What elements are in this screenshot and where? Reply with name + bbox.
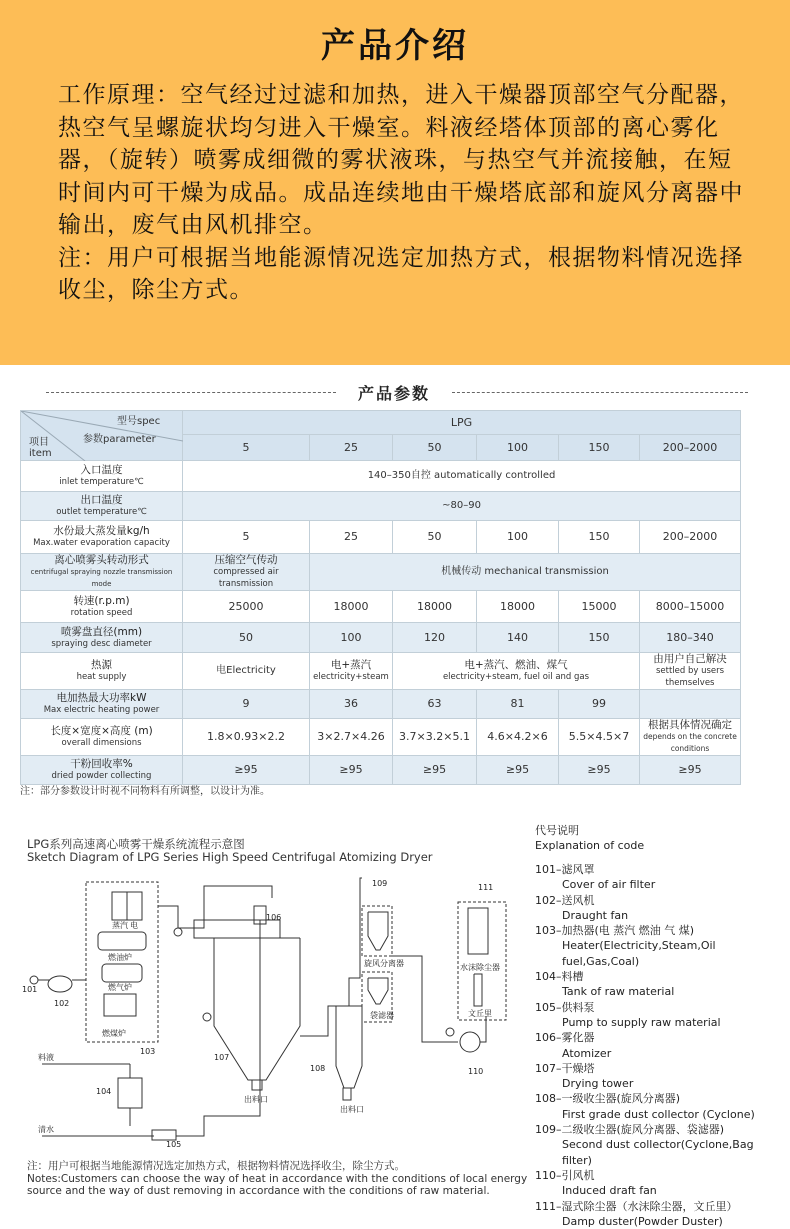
air-distributor xyxy=(194,920,280,938)
table-cell: 200–2000 xyxy=(640,521,741,554)
divider-right xyxy=(452,392,748,393)
table-cell: 150 xyxy=(559,623,640,653)
params-title: 产品参数 xyxy=(357,384,430,403)
table-cell: 电Electricity xyxy=(183,653,310,690)
table-cell: 5 xyxy=(183,521,310,554)
cyclone-outlet xyxy=(343,1088,351,1100)
label-cyclone: 旋风分离器 xyxy=(364,959,404,968)
heater-box xyxy=(86,882,158,1042)
table-cell: 50 xyxy=(393,521,477,554)
second-cyclone xyxy=(368,912,388,950)
corner-header xyxy=(21,411,183,461)
pipe xyxy=(349,878,362,1006)
label-110: 110 xyxy=(468,1067,484,1076)
model-cell: 150 xyxy=(559,435,640,461)
table-row xyxy=(21,591,741,623)
air-duct xyxy=(158,886,272,928)
legend-title-cn: 代号说明 xyxy=(535,824,579,837)
model-cell: 25 xyxy=(310,435,393,461)
table-cell: ~80–90 xyxy=(183,492,741,521)
footer-note-cn: 注：用户可根据当地能源情况选定加热方式，根据物料情况选择收尘，除尘方式。 xyxy=(27,1160,405,1172)
table-row xyxy=(21,554,741,591)
corner-item-cn: 项目 xyxy=(29,437,49,448)
intro-text xyxy=(58,79,748,307)
bag-filter xyxy=(368,978,388,1004)
label-oil-furnace: 燃油炉 xyxy=(108,953,132,962)
table-row xyxy=(21,492,741,521)
params-note: 注：部分参数设计时视不同物料有所调整，以设计为准。 xyxy=(20,786,270,797)
label-elec: 电 xyxy=(130,921,138,930)
table-cell: 电+蒸汽 electricity+steam xyxy=(310,653,393,690)
legend-header xyxy=(535,823,785,853)
table-cell: 36 xyxy=(310,690,393,719)
table-cell: 25000 xyxy=(183,591,310,623)
table-cell xyxy=(640,690,741,719)
table-row xyxy=(21,461,741,492)
working-principle: 工作原理：空气经过过滤和加热，进入干燥器顶部空气分配器，热空气呈螺旋状均匀进入干燥室。料液经塔体顶部的离心雾化器，（旋转）喷雾成细微的雾状液珠，与热空气并流接触，在短时间内可干燥为成品。成品连续地由干燥塔底部和旋风分离器中输出，废气由风机排空。 xyxy=(58,82,744,238)
corner-spec: 型号spec xyxy=(117,416,161,427)
legend-item: 111–湿式除尘器（水沫除尘器，文丘里） Damp duster(Powder Duster) xyxy=(535,1199,738,1228)
table-row xyxy=(21,623,741,653)
gauge xyxy=(174,928,182,936)
table-cell: 15000 xyxy=(559,591,640,623)
table-row xyxy=(21,521,741,554)
table-cell: 100 xyxy=(310,623,393,653)
label-111: 111 xyxy=(478,883,494,892)
corner-item-en: item xyxy=(29,448,52,459)
table-cell: 180–340 xyxy=(640,623,741,653)
table-row xyxy=(21,756,741,785)
table-cell: 120 xyxy=(393,623,477,653)
table-cell: 81 xyxy=(477,690,559,719)
spec-table xyxy=(20,410,741,785)
row-label: 离心喷雾头转动形式 centrifugal spraying nozzle transmission mode xyxy=(21,554,183,591)
table-cell: 50 xyxy=(183,623,310,653)
row-label: 出口温度 outlet temperature℃ xyxy=(21,492,183,521)
table-cell: 机械传动 mechanical transmission xyxy=(310,554,741,591)
intro-note: 注：用户可根据当地能源情况选定加热方式，根据物料情况选择收尘，除尘方式。 xyxy=(58,244,744,303)
table-cell: 由用户自己解决 settled by users themselves xyxy=(640,653,741,690)
code-legend xyxy=(535,823,785,1229)
label-102: 102 xyxy=(54,999,70,1008)
table-cell: 100 xyxy=(477,521,559,554)
table-row xyxy=(21,653,741,690)
table-cell: 根据具体情况确定 depends on the concrete conditions xyxy=(640,719,741,756)
diagram-title-cn: LPG系列高速离心喷雾干燥系统流程示意图 xyxy=(27,837,245,851)
table-cell: ≥95 xyxy=(183,756,310,785)
legend-item: 103–加热器(电 蒸汽 燃油 气 煤) Heater(Electricity,Steam,Oil fuel,Gas,Coal) xyxy=(535,924,716,968)
table-cell: 1.8×0.93×2.2 xyxy=(183,719,310,756)
supply-pump xyxy=(152,1130,176,1140)
induced-draft-fan xyxy=(460,1032,480,1052)
table-cell: 压缩空气传动 compressed air transmission xyxy=(183,554,310,591)
label-scrubber: 水沫除尘器 xyxy=(460,963,500,972)
table-cell: 25 xyxy=(310,521,393,554)
label-outlet-2: 出料口 xyxy=(340,1105,364,1114)
table-cell: 3×2.7×4.26 xyxy=(310,719,393,756)
label-coal-furnace: 燃煤炉 xyxy=(102,1029,126,1038)
footer-note xyxy=(27,1160,537,1198)
table-cell: 4.6×4.2×6 xyxy=(477,719,559,756)
table-cell: 140–350自控 automatically controlled xyxy=(183,461,741,492)
table-cell: 99 xyxy=(559,690,640,719)
table-cell: 18000 xyxy=(477,591,559,623)
label-107: 107 xyxy=(214,1053,230,1062)
model-name: LPG xyxy=(183,411,741,435)
label-106: 106 xyxy=(266,913,282,922)
legend-item: 108–一级收尘器(旋风分离器) First grade dust collector (Cyclone) xyxy=(535,1092,755,1121)
table-cell: 18000 xyxy=(310,591,393,623)
raw-material-tank xyxy=(118,1078,142,1108)
legend-item: 104–料槽 Tank of raw material xyxy=(535,970,675,999)
row-label: 水份最大蒸发量kg/h Max.water evaporation capacity xyxy=(21,521,183,554)
label-water: 清水 xyxy=(38,1125,54,1134)
legend-item: 109–二级收尘器(旋风分离器、袋滤器) Second dust collector(Cyclone,Bag filter) xyxy=(535,1123,754,1167)
air-filter xyxy=(30,976,38,984)
table-cell: ≥95 xyxy=(310,756,393,785)
legend-item: 106–雾化器 Atomizer xyxy=(535,1031,612,1060)
table-cell: 8000–15000 xyxy=(640,591,741,623)
legend-item: 107–干燥塔 Drying tower xyxy=(535,1061,634,1091)
table-cell: 5.5×4.5×7 xyxy=(559,719,640,756)
params-section-header xyxy=(0,381,790,405)
row-label: 喷雾盘直径(mm) spraying desc diameter xyxy=(21,623,183,653)
diagram-title xyxy=(27,838,433,864)
table-cell: ≥95 xyxy=(640,756,741,785)
venturi xyxy=(474,974,482,1006)
legend-item: 101–滤风罩 Cover of air filter xyxy=(535,863,656,892)
model-cell: 5 xyxy=(183,435,310,461)
table-cell: 电+蒸汽、燃油、煤气 electricity+steam, fuel oil and gas xyxy=(393,653,640,690)
table-cell: 9 xyxy=(183,690,310,719)
legend-item: 110–引风机 Induced draft fan xyxy=(535,1168,657,1198)
gauge xyxy=(446,1028,454,1036)
label-104: 104 xyxy=(96,1087,112,1096)
pipe xyxy=(392,956,458,1042)
label-steam: 蒸汽 xyxy=(112,921,128,930)
draught-fan xyxy=(48,976,72,992)
table-cell: ≥95 xyxy=(559,756,640,785)
label-outlet-1: 出料口 xyxy=(244,1095,268,1104)
legend-title-en: Explanation of code xyxy=(535,839,645,852)
corner-param: 参数parameter xyxy=(83,434,156,445)
diagram-title-en: Sketch Diagram of LPG Series High Speed Centrifugal Atomizing Dryer xyxy=(27,850,433,864)
gauge xyxy=(203,1013,211,1021)
table-cell: 3.7×3.2×5.1 xyxy=(393,719,477,756)
label-bag-filter: 袋滤器 xyxy=(370,1011,394,1020)
row-label: 入口温度 inlet temperature℃ xyxy=(21,461,183,492)
row-label: 干粉回收率% dried powder collecting xyxy=(21,756,183,785)
label-103: 103 xyxy=(140,1047,156,1056)
page-title: 产品介绍 xyxy=(321,26,469,66)
table-cell: 63 xyxy=(393,690,477,719)
table-cell: ≥95 xyxy=(477,756,559,785)
table-cell: 18000 xyxy=(393,591,477,623)
pipe xyxy=(300,1006,338,1036)
powder-duster xyxy=(468,908,488,954)
legend-item: 105–供料泵 Pump to supply raw material xyxy=(535,1000,721,1029)
label-109: 109 xyxy=(372,879,388,888)
process-diagram xyxy=(18,866,528,1151)
table-row xyxy=(21,411,741,435)
row-label: 转速(r.p.m) rotation speed xyxy=(21,591,183,623)
table-cell: 150 xyxy=(559,521,640,554)
label-108: 108 xyxy=(310,1064,326,1073)
oil-furnace xyxy=(98,932,146,950)
row-label: 长度×宽度×高度 (m) overall dimensions xyxy=(21,719,183,756)
model-cell: 200–2000 xyxy=(640,435,741,461)
legend-item: 102–送风机 Draught fan xyxy=(535,893,629,922)
model-cell: 100 xyxy=(477,435,559,461)
table-cell: ≥95 xyxy=(393,756,477,785)
row-label: 电加热最大功率kW Max electric heating power xyxy=(21,690,183,719)
first-cyclone xyxy=(336,1006,362,1088)
label-gas-furnace: 燃气炉 xyxy=(108,983,132,992)
label-105: 105 xyxy=(166,1140,182,1149)
table-row xyxy=(21,719,741,756)
intro-banner xyxy=(0,0,790,365)
gas-furnace xyxy=(102,964,142,982)
table-row xyxy=(21,690,741,719)
label-venturi: 文丘里 xyxy=(468,1009,492,1018)
divider-left xyxy=(46,392,336,393)
coal-furnace xyxy=(104,994,136,1016)
row-label: 热源 heat supply xyxy=(21,653,183,690)
label-liquid: 料液 xyxy=(38,1053,54,1062)
table-cell: 140 xyxy=(477,623,559,653)
label-101: 101 xyxy=(22,985,38,994)
footer-note-en: Notes:Customers can choose the way of heat in accordance with the conditions of local energy source and the way of dust removing in accordance with the conditions of raw material. xyxy=(27,1172,528,1197)
model-cell: 50 xyxy=(393,435,477,461)
